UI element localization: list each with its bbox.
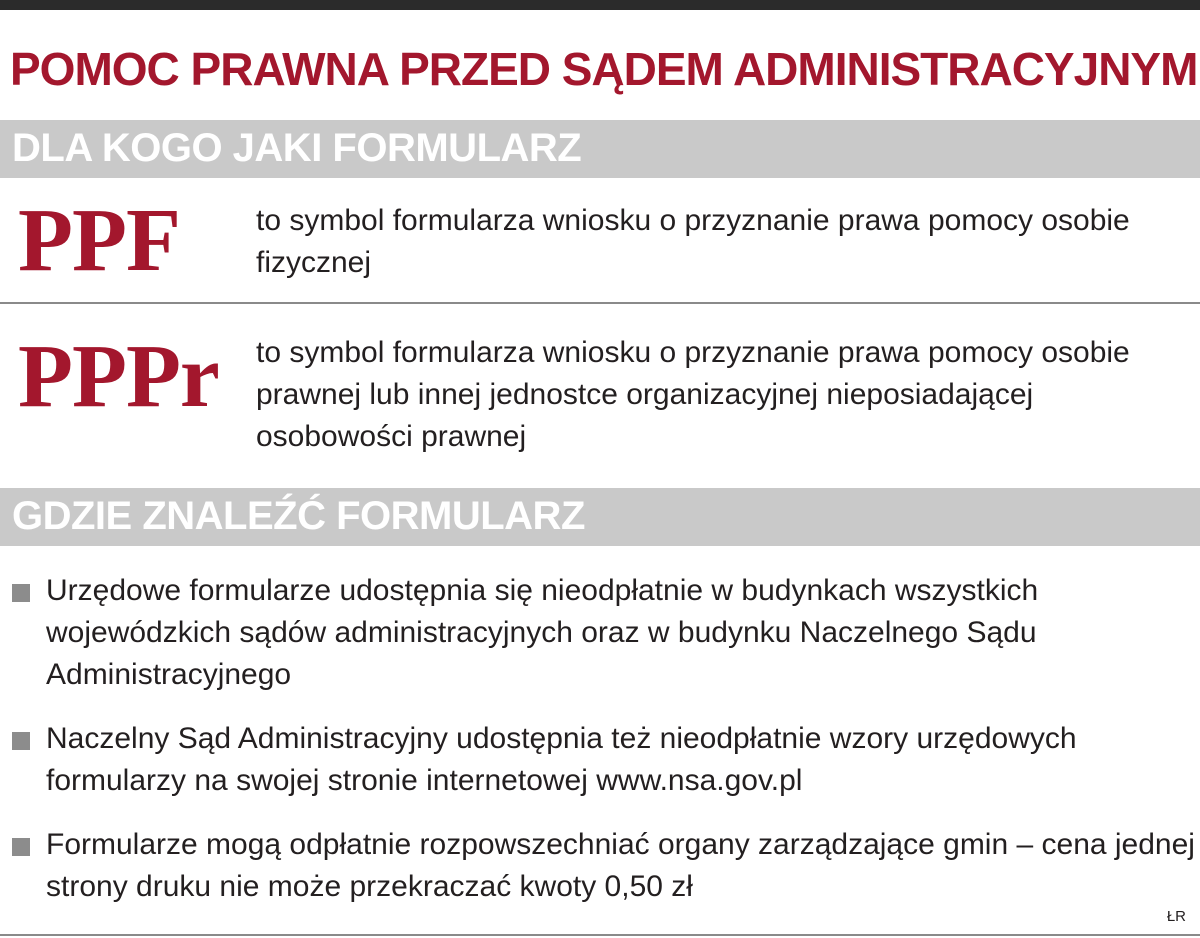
list-item: [0, 718, 1200, 802]
form-description-pppr: to symbol formularza wniosku o przyznanie prawa pomocy osobie prawnej lub innej jednostce organizacyjnej nieposiadającej osobowości prawnej: [256, 336, 1130, 453]
list-item-text: Naczelny Sąd Administracyjny udostępnia też nieodpłatnie wzory urzędowych formularzy na swojej stronie internetowej www.nsa.gov.pl: [46, 722, 1077, 797]
form-symbol-ppf: PPF: [18, 191, 180, 290]
row-divider: [0, 302, 1200, 304]
section-heading-who: DLA KOGO JAKI FORMULARZ: [12, 126, 582, 170]
where-list: [0, 570, 1200, 930]
section-heading-where: GDZIE ZNALEŹĆ FORMULARZ: [12, 494, 585, 538]
list-item-text: Formularze mogą odpłatnie rozpowszechniać organy zarządzające gmin – cena jednej strony druku nie może przekraczać kwoty 0,50 zł: [46, 828, 1195, 903]
top-rule: [0, 0, 1200, 10]
list-item-text: Urzędowe formularze udostępnia się nieodpłatnie w budynkach wszystkich wojewódzkich sądów administracyjnych oraz w budynku Naczelnego Sądu Administracyjnego: [46, 574, 1039, 691]
square-bullet-icon: [12, 584, 30, 602]
form-description-ppf: to symbol formularza wniosku o przyznanie prawa pomocy osobie fizycznej: [256, 204, 1130, 279]
author-credit: ŁR: [1166, 908, 1186, 925]
infographic-title: POMOC PRAWNA PRZED SĄDEM ADMINISTRACYJNYM: [10, 43, 1198, 95]
section-header-where: [0, 488, 1200, 546]
list-item: [0, 570, 1200, 696]
square-bullet-icon: [12, 838, 30, 856]
section-header-who: [0, 120, 1200, 178]
form-symbol-pppr: PPPr: [18, 327, 219, 426]
list-item: [0, 824, 1200, 908]
bottom-rule: [0, 934, 1200, 936]
square-bullet-icon: [12, 732, 30, 750]
